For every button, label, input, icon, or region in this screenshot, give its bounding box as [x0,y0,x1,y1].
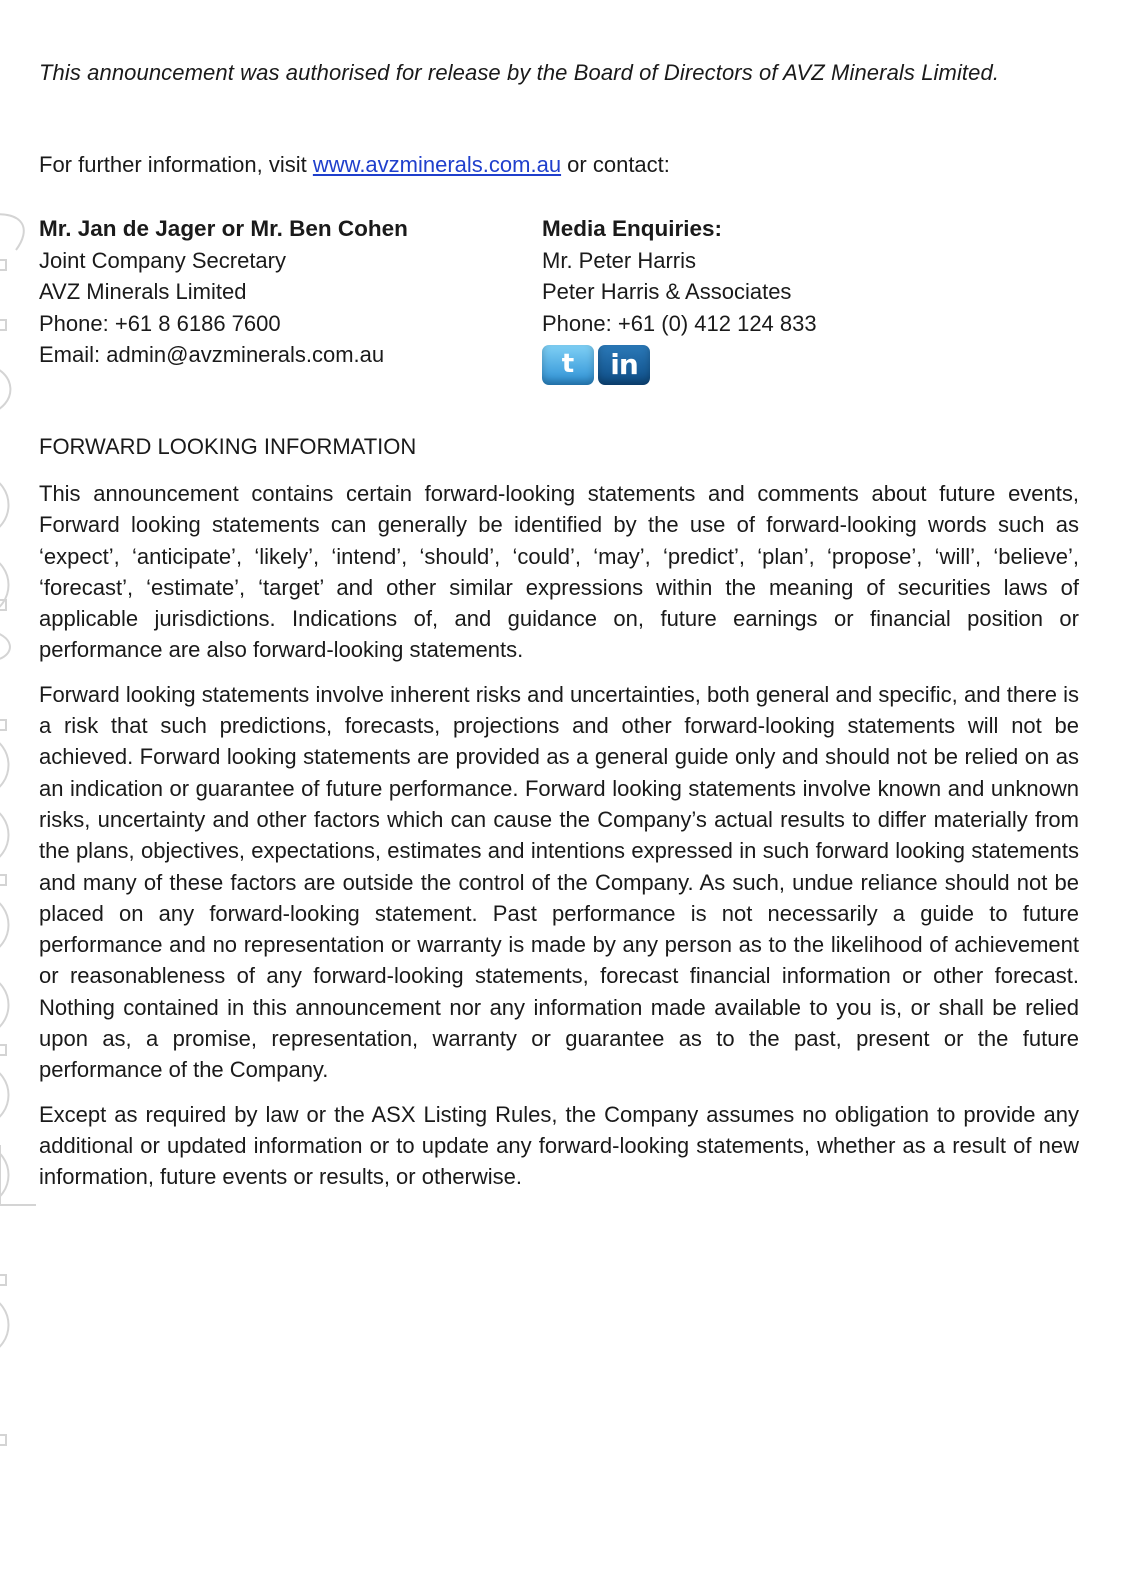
twitter-icon[interactable]: t [542,345,594,385]
company-contact-name: Mr. Jan de Jager or Mr. Ben Cohen [39,216,408,241]
website-link[interactable]: www.avzminerals.com.au [312,152,562,177]
forward-looking-body [39,478,1079,1206]
media-contact-block [542,213,817,385]
forward-looking-heading: FORWARD LOOKING INFORMATION [39,434,417,459]
linkedin-icon[interactable]: in [598,345,650,385]
authorisation-statement: This announcement was authorised for release by the Board of Directors of AVZ Minerals Limited. [39,60,1000,85]
media-contact-phone: Phone: +61 (0) 412 124 833 [542,310,817,336]
media-enquiries-heading: Media Enquiries: [542,216,723,241]
company-contact-email: Email: admin@avzminerals.com.au [39,342,385,367]
company-contact-title: Joint Company Secretary [39,247,286,273]
forward-looking-paragraph: Forward looking statements involve inherent risks and uncertainties, both general and specific, and there is a risk that such predictions, forecasts, projections and other forward-looking statements will not be achieved. Forward looking statements are provided as a general guide only and should not be relied on as an indication or guarantee of future performance. Forward looking statements involve known and unknown risks, uncertainty and other factors which can cause the Company’s actual results to differ materially from the plans, objectives, expectations, estimates and intentions expressed in such forward looking statements and many of these factors are outside the control of the Company. As such, undue reliance should not be placed on any forward-looking statement. Past performance is not necessarily a guide to future performance and no representation or warranty is made by any person as to the likelihood of achievement or reasonableness of any forward-looking statements, forecast financial information or other forecast. Nothing contained in this announcement nor any information made available to you is, or shall be relied upon as, a promise, representation, warranty or guarantee as to the past, present or the future performance of the Company. [39,681,1079,1083]
further-info-prefix: For further information, visit [39,152,313,177]
company-contact-block [39,213,408,371]
further-information-line [39,152,670,178]
company-contact-phone: Phone: +61 8 6186 7600 [39,310,281,336]
company-contact-organisation: AVZ Minerals Limited [39,279,247,304]
media-contact-organisation: Peter Harris & Associates [542,279,792,304]
further-info-suffix: or contact: [561,152,670,177]
media-contact-name: Mr. Peter Harris [542,247,697,273]
social-icons [542,345,817,385]
forward-looking-paragraph: Except as required by law or the ASX Listing Rules, the Company assumes no obligation to provide any additional or updated information or to update any forward-looking statements, whether as a result of new information, future events or results, or otherwise. [39,1101,1079,1190]
forward-looking-paragraph: This announcement contains certain forward-looking statements and comments about future events, Forward looking statements can generally be identified by the use of forward-looking words such as ‘expect’, ‘anticipate’, ‘likely’, ‘intend’, ‘should’, ‘could’, ‘may’, ‘predict’, ‘plan’, ‘propose’, ‘will’, ‘believe’, ‘forecast’, ‘estimate’, ‘target’ and other similar expressions within the meaning of securities laws of applicable jurisdictions. Indications of, and guidance on, future earnings or financial position or performance are also forward-looking statements. [39,481,1079,663]
